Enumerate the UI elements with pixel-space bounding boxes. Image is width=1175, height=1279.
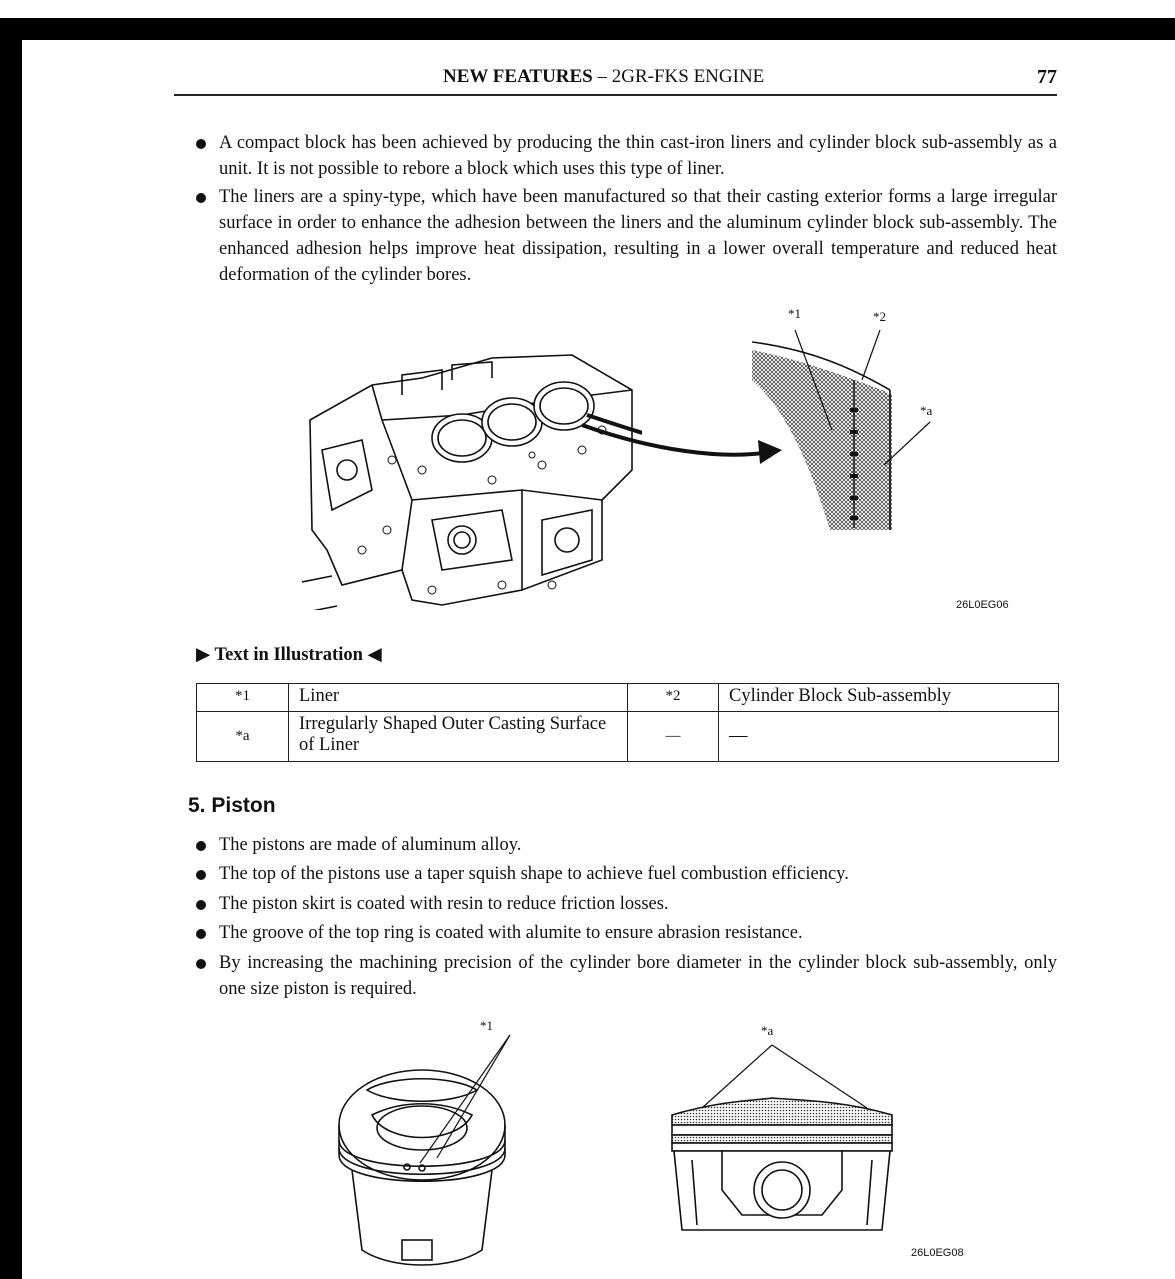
text-in-illustration-heading: ▶ Text in Illustration ◀ [196, 645, 382, 665]
figure-id: 26L0EG06 [956, 599, 1009, 611]
page-header-title: NEW FEATURES – 2GR-FKS ENGINE [443, 66, 765, 87]
liner-section-illustration [752, 320, 952, 540]
section-title: 5. Piston [188, 794, 276, 817]
piston-callout-1: *1 [480, 1018, 493, 1033]
callout-a: *a [920, 403, 933, 418]
piston-top-illustration [332, 1030, 512, 1279]
bullet-icon [196, 929, 206, 939]
legend-table [196, 683, 1059, 762]
bullet-icon [196, 139, 206, 149]
bullet-icon [196, 959, 206, 969]
header-divider [174, 94, 1057, 96]
table-row: *1 Liner *2 Cylinder Block Sub-assembly [197, 684, 1059, 712]
table-row: *a Irregularly Shaped Outer Casting Surface of Liner — — [197, 712, 1059, 762]
viewer-top-strip [0, 0, 1175, 18]
figure-id-2: 26L0EG08 [911, 1247, 964, 1259]
document-page: NEW FEATURES – 2GR-FKS ENGINE 77 A compact block has been achieved by producing the thin cast-iron liners and cylinder block sub-assembly as a unit. It is not possible to rebore a block which uses this type of liner. The liners are a spiny-type, which have been manufactured so that their casting exterior forms a large irregular surface in order to enhance the adhesion between the liners and the aluminum cylinder block sub-assembly. The enhanced adhesion helps improve heat dissipation, resulting in a lower overall temperature and reduced heat deformation of the cylinder bores. *1 *2 *a 26L0EG06 ▶ Text in Illustration ◀ *1 Liner *2 Cylinder Block Sub-assembly *a Irregularly Shaped Outer Casting Surface of Liner — — 5. Piston The pistons are made of aluminum alloy. The top of the pistons use a taper squish shape to achieve fuel combustion efficiency. The piston skirt is coated with resin to reduce friction losses. The groove of the top ring is coated with alumite to ensure abrasion resistance. By increasing the machining precision of the cylinder bore diameter in the cylinder block sub-assembly, only one size piston is required. *1 *a 26L0EG08 [22, 40, 1175, 1279]
bullet-icon [196, 900, 206, 910]
piston-callout-a: *a [761, 1023, 774, 1038]
triangle-right-icon: ▶ [196, 645, 211, 665]
triangle-left-icon: ◀ [367, 645, 382, 665]
engine-block-illustration [302, 350, 642, 610]
callout-2: *2 [873, 309, 886, 324]
callout-1: *1 [788, 306, 801, 321]
page-number: 77 [1037, 66, 1057, 88]
bullet-icon [196, 193, 206, 203]
bullet-icon [196, 870, 206, 880]
piston-side-illustration [662, 1040, 902, 1240]
bullet-icon [196, 841, 206, 851]
